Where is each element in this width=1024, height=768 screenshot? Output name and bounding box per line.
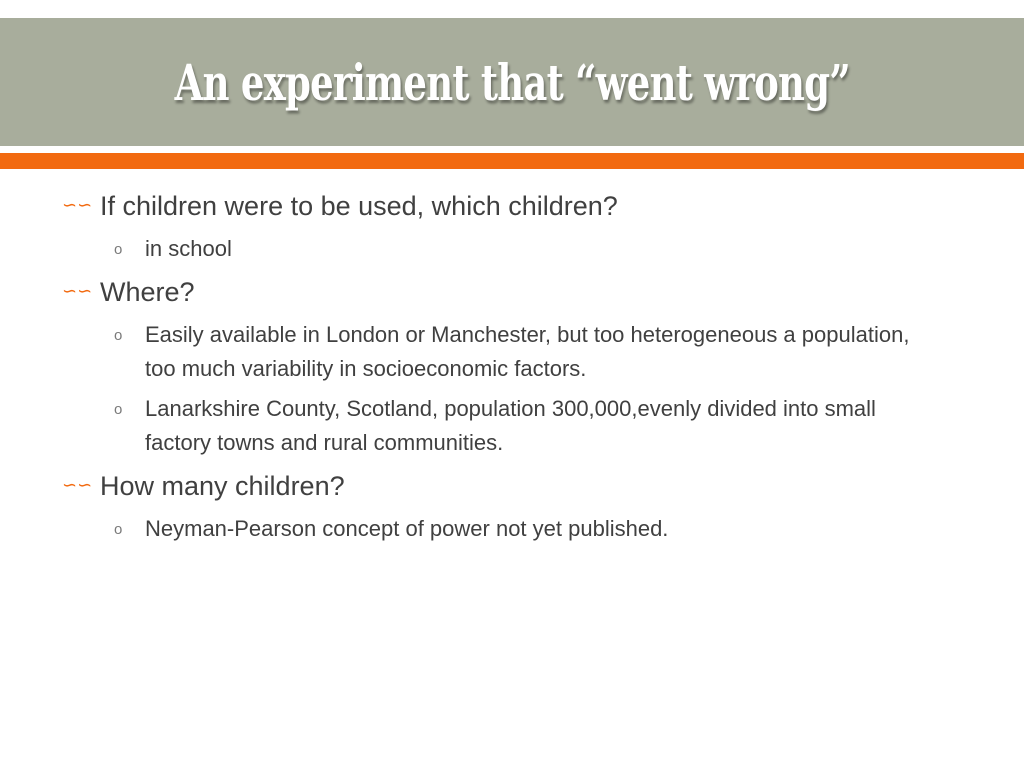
- circle-bullet-icon: o: [114, 327, 123, 344]
- curly-bullet-icon: ∽∽: [62, 195, 93, 216]
- bullet-text: If children were to be used, which children?: [100, 191, 618, 221]
- circle-bullet-icon: o: [114, 241, 123, 258]
- sub-bullet-text: Lanarkshire County, Scotland, population 300,000,evenly divided into small factory towns and rural communities.: [145, 396, 876, 455]
- title-band: [0, 18, 1024, 146]
- sub-bullet-item: [60, 392, 960, 460]
- sub-bullet-list: [60, 232, 960, 266]
- sub-bullet-text: in school: [145, 236, 232, 261]
- sub-bullet-item: [60, 512, 960, 546]
- sub-bullet-list: [60, 318, 960, 460]
- sub-bullet-text: Easily available in London or Manchester, but too heterogeneous a population, too much variability in socioeconomic factors.: [145, 322, 910, 381]
- curly-bullet-icon: ∽∽: [62, 281, 93, 302]
- sub-bullet-list: [60, 512, 960, 546]
- sub-bullet-item: [60, 318, 960, 386]
- sub-bullet-item: [60, 232, 960, 266]
- bullet-text: Where?: [100, 277, 195, 307]
- circle-bullet-icon: o: [114, 401, 123, 418]
- sub-bullet-text: Neyman-Pearson concept of power not yet published.: [145, 516, 669, 541]
- slide-title: An experiment that “went wrong”: [174, 52, 850, 112]
- bullet-item-which-children: [60, 188, 960, 224]
- circle-bullet-icon: o: [114, 521, 123, 538]
- bullet-list: [60, 188, 960, 554]
- accent-bar: [0, 153, 1024, 169]
- bullet-item-how-many: [60, 468, 960, 504]
- bullet-item-where: [60, 274, 960, 310]
- title-divider-gap: [0, 146, 1024, 152]
- curly-bullet-icon: ∽∽: [62, 475, 93, 496]
- bullet-text: How many children?: [100, 471, 345, 501]
